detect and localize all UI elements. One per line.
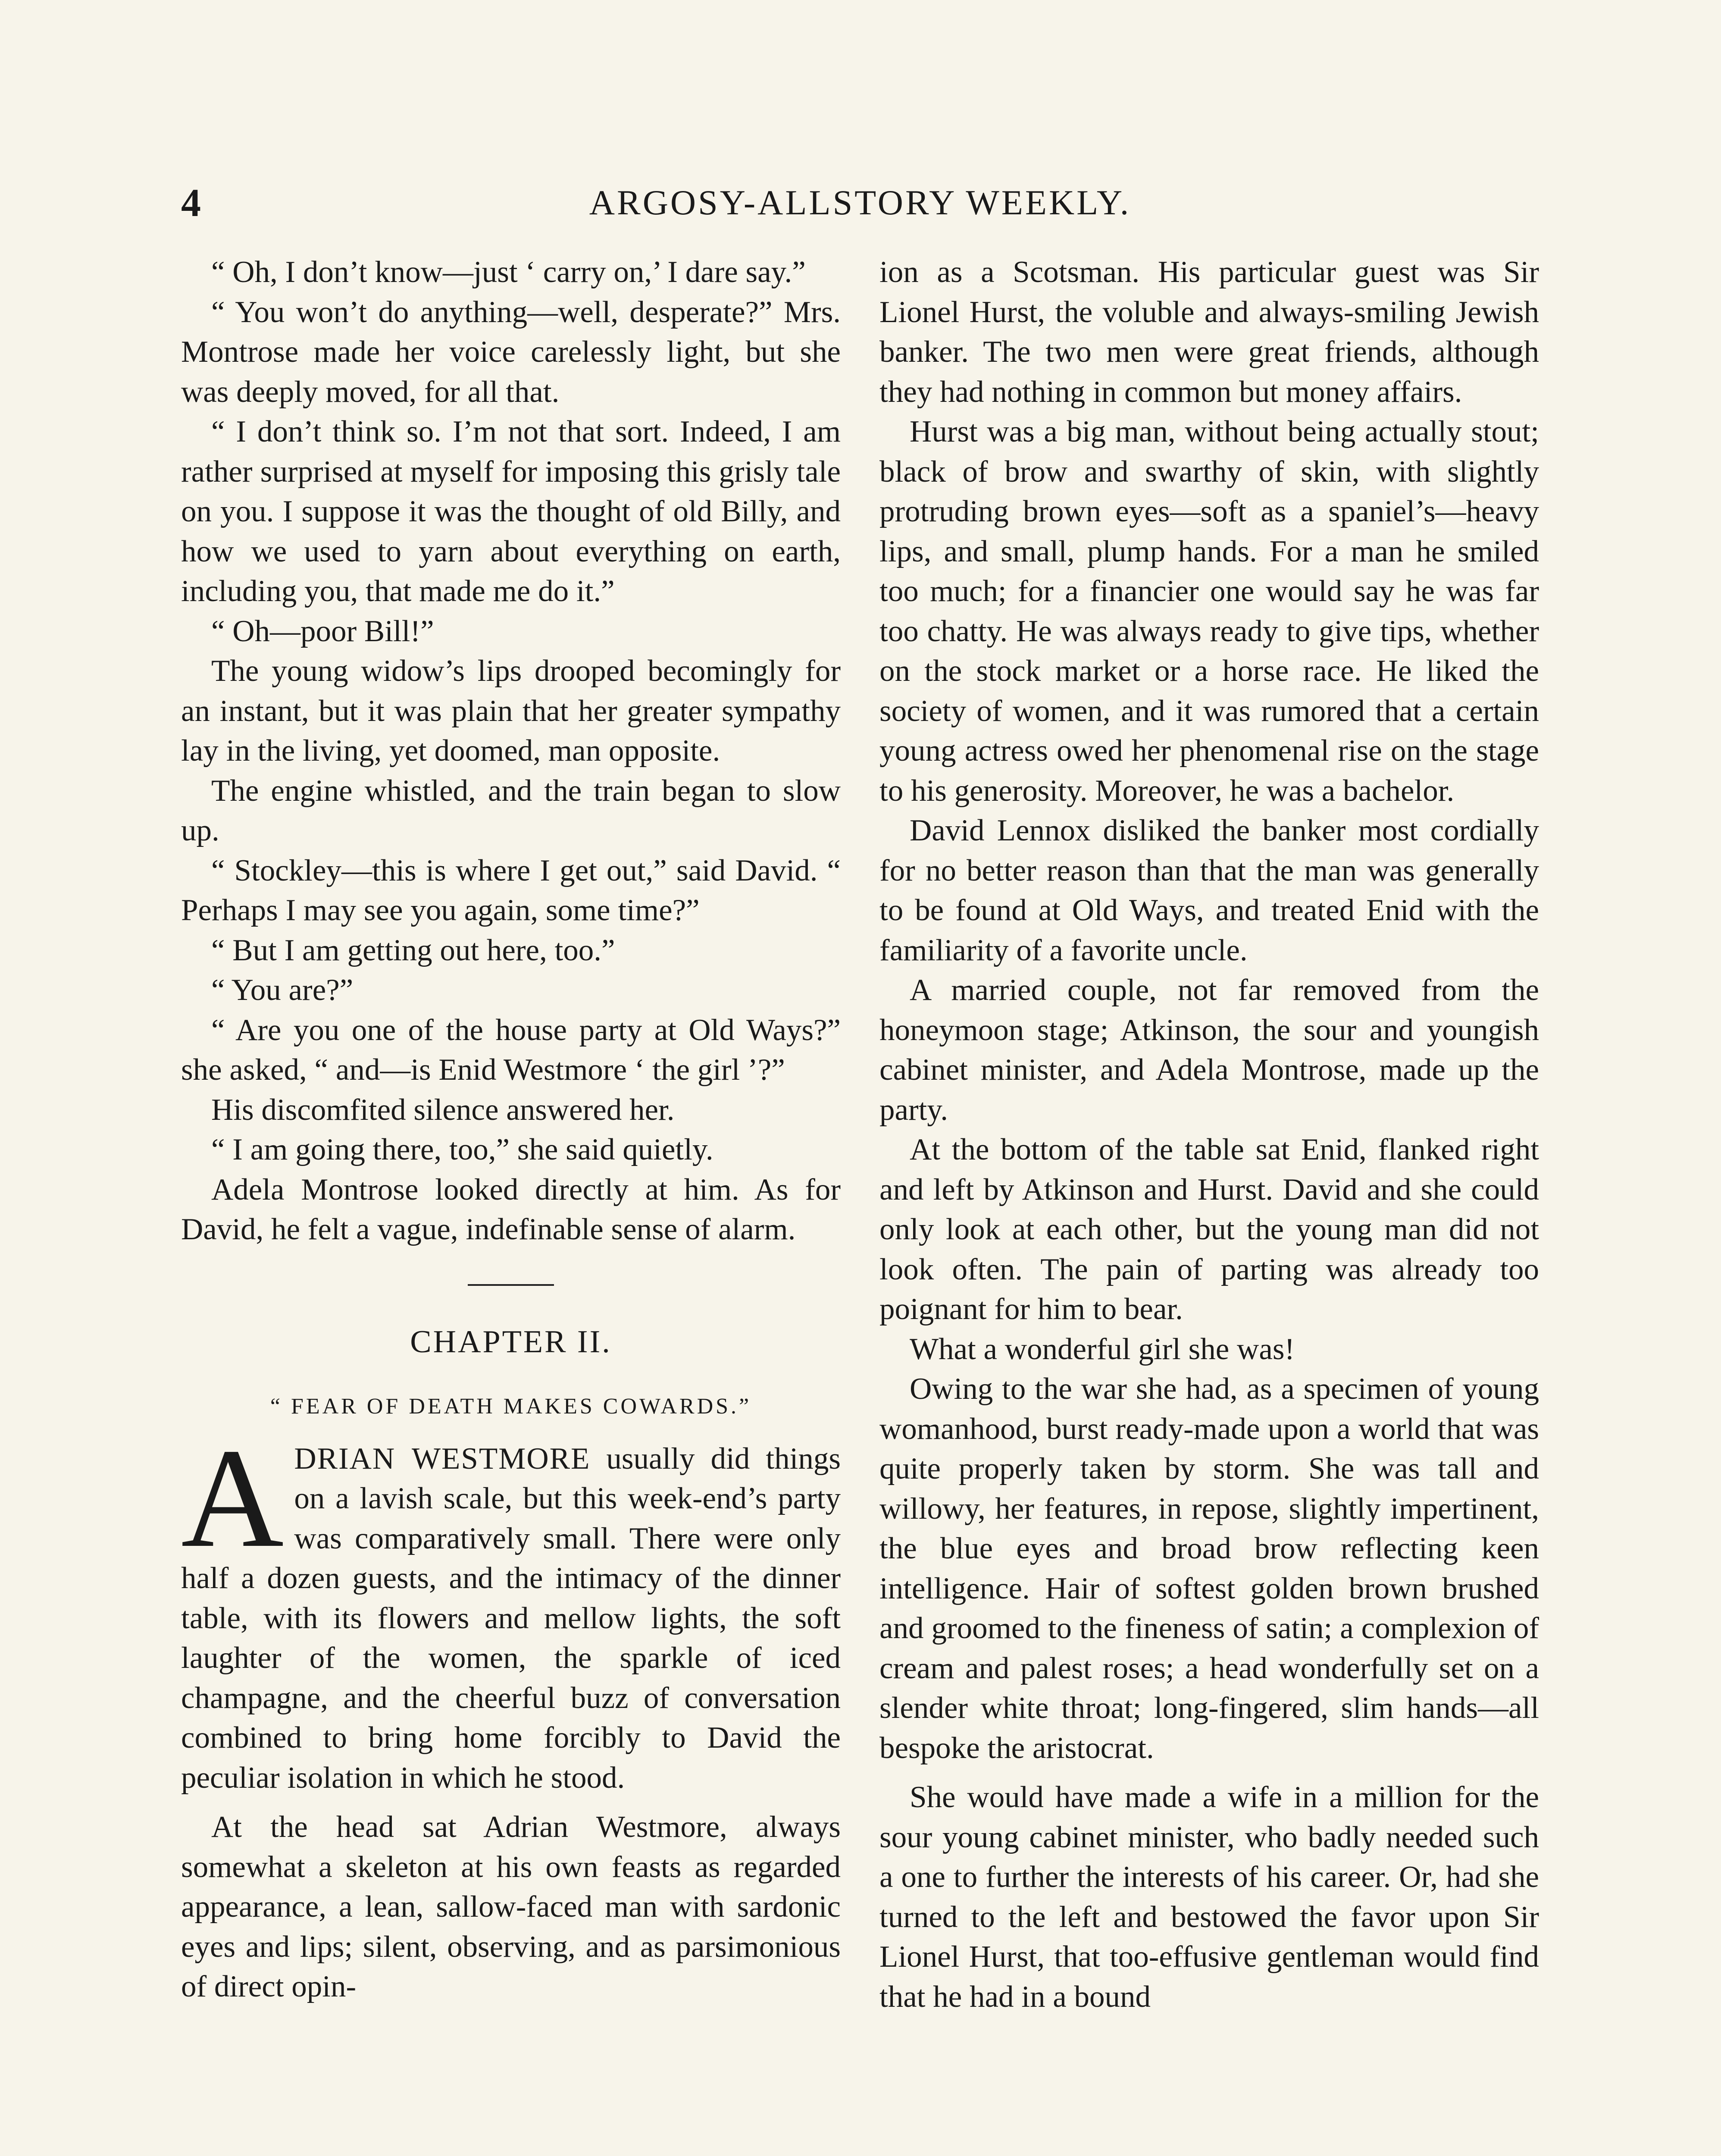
paragraph: What a wonderful girl she was! xyxy=(910,1332,1295,1366)
right-column xyxy=(879,252,1539,2017)
chapter-title: CHAPTER II. xyxy=(410,1324,612,1360)
section-divider xyxy=(468,1284,554,1286)
paragraph: She would have made a wife in a million for the sour young cabinet minister, who badly needed such a one to further the interests of his career. Or, had she turned to the left and bestowed the favor upon Sir Lionel Hurst, that too-effusive gentleman would find that he had in a bound xyxy=(879,1780,1539,2014)
paragraph: At the head sat Adrian Westmore, always somewhat a skeleton at his own feasts as regarded appearance, a lean, sallow-faced man with sardonic eyes and lips; silent, observing, and as parsimonious of direct opin- xyxy=(181,1810,841,2003)
page-number: 4 xyxy=(181,181,201,225)
paragraph: Owing to the war she had, as a specimen of young womanhood, burst ready-made upon a world that was quite properly taken by storm. She was tall and willowy, her features, in repose, slightly impertinent, the blue eyes and broad brow reflecting keen intelligence. Hair of softest golden brown brushed and groomed to the fineness of satin; a complexion of cream and palest roses; a head wonderfully set on a slender white throat; long-fingered, slim hands—all bespoke the aristocrat. xyxy=(879,1372,1539,1765)
paragraph: “ Oh—poor Bill!” xyxy=(211,614,434,648)
paragraph-continuation: ion as a Scotsman. His particular guest was Sir Lionel Hurst, the voluble and always-smiling Jewish banker. The two men were great friends, although they had nothing in common but money affairs. xyxy=(879,255,1539,409)
paragraph: At the bottom of the table sat Enid, flanked right and left by Atkinson and Hurst. David and she could only look at each other, but the young man did not look often. The pain of parting was already too poignant for him to bear. xyxy=(879,1133,1539,1326)
page-header xyxy=(181,172,1539,233)
paragraph: David Lennox disliked the banker most cordially for no better reason than that the man was generally to be found at Old Ways, and treated Enid with the familiarity of a favorite uncle. xyxy=(879,814,1539,967)
paragraph: “ You are?” xyxy=(211,973,354,1007)
drop-cap: A xyxy=(181,1419,284,1577)
running-title: ARGOSY-ALLSTORY WEEKLY. xyxy=(589,183,1131,222)
paragraph: Adela Montrose looked directly at him. As for David, he felt a vague, indefinable sense of alarm. xyxy=(181,1172,841,1246)
opening-text: usually did things on a lavish scale, but this week-end’s party was comparatively small. There were only half a dozen guests, and the intimacy of the dinner table, with its flowers and mellow lights, the soft laughter of the women, the sparkle of iced champagne, and the cheerful buzz of conversation combined to bring home forcibly to David the peculiar isolation in which he stood. xyxy=(181,1442,841,1795)
paragraph: “ You won’t do anything—well, desperate?” Mrs. Montrose made her voice carelessly light, but she was deeply moved, for all that. xyxy=(181,295,841,409)
chapter-subtitle: “ FEAR OF DEATH MAKES COWARDS.” xyxy=(270,1394,752,1419)
paragraph: Hurst was a big man, without being actually stout; black of brow and swarthy of skin, with slightly protruding brown eyes—soft as a spaniel’s—heavy lips, and small, plump hands. For a man he smiled too much; for a financier one would say he was far too chatty. He was always ready to give tips, whether on the stock market or a horse race. He liked the society of women, and it was rumored that a certain young actress owed her phenomenal rise on the stage to his generosity. Moreover, he was a bachelor. xyxy=(879,415,1539,808)
chapter-opening-paragraph xyxy=(181,1419,841,1798)
paragraph: “ Are you one of the house party at Old Ways?” she asked, “ and—is Enid Westmore ‘ the girl ’?” xyxy=(181,1013,841,1087)
paragraph: The engine whistled, and the train began to slow up. xyxy=(181,774,841,847)
paragraph: His discomfited silence answered her. xyxy=(211,1093,675,1127)
paragraph: “ I don’t think so. I’m not that sort. Indeed, I am rather surprised at myself for imposing this grisly tale on you. I suppose it was the thought of old Billy, and how we used to yarn about everything on earth, including you, that made me do it.” xyxy=(181,415,841,608)
paragraph: “ But I am getting out here, too.” xyxy=(211,933,615,967)
paragraph: The young widow’s lips drooped becomingly for an instant, but it was plain that her greater sympathy lay in the living, yet doomed, man opposite. xyxy=(181,654,841,768)
paragraph: “ I am going there, too,” she said quietly. xyxy=(211,1133,713,1166)
paragraph: “ Stockley—this is where I get out,” said David. “ Perhaps I may see you again, some time?” xyxy=(181,853,841,927)
left-column xyxy=(181,252,841,2007)
paragraph: A married couple, not far removed from the honeymoon stage; Atkinson, the sour and youngish cabinet minister, and Adela Montrose, made up the party. xyxy=(879,973,1539,1127)
paragraph: “ Oh, I don’t know—just ‘ carry on,’ I dare say.” xyxy=(211,255,806,289)
opening-smallcaps: DRIAN WESTMORE xyxy=(294,1442,591,1476)
